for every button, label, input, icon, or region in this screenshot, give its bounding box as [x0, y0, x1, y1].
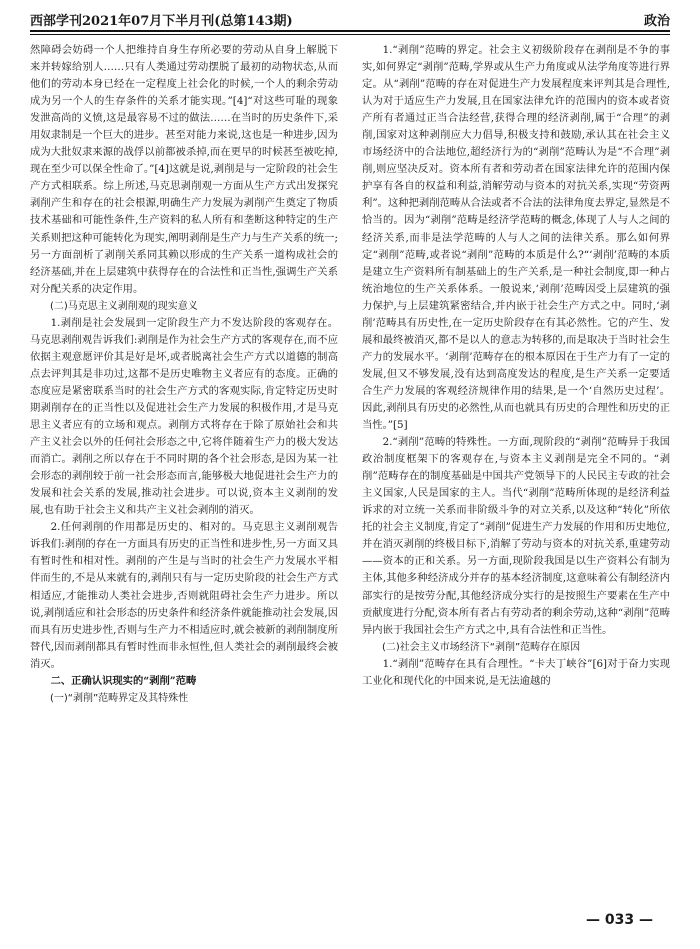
- paragraph: 2.“剥削”范畴的特殊性。一方面,现阶段的“剥削”范畴异于我国政治制度框架下的客观存在,与资本主义剥削是完全不同的。“剥削”范畴存在的制度基础是中国共产党领导下的人民民主专政的社会主义国家,人民是国家的主人。当代“剥削”范畴所体现的是经济利益诉求的对立统一关系而非阶级斗争的对立关系,以及这种“转化”所依托的社会主义制度,肯定了“剥削”促进生产力发展的作用和历史地位,并在消灭剥削的终极目标下,消解了劳动与资本的对抗关系,重建劳动——资本的正和关系。另一方面,现阶段我国是以生产资料公有制为主体,其他多种经济成分并存的基本经济制度,这意味着公有制经济内部实行的是按劳分配,其他经济成分实行的是按照生产要素在生产中贡献度进行分配,资本所有者占有劳动者的剩余劳动,这种“剥削”范畴异内嵌于我国社会生产方式之中,具有合法性和正当性。: [362, 436, 670, 636]
- subsection-heading: (一)“剥削”范畴界定及其特殊性: [50, 692, 189, 704]
- section-heading: (二)马克思主义剥削观的现实意义: [50, 300, 198, 312]
- paragraph: 2.任何剥削的作用都是历史的、相对的。马克思主义剥削观告诉我们:剥削的存在一方面具有历史的正当性和进步性,另一方面又具有暂时性和相对性。剥削的产生是与当时的社会生产力发展水平相伴而生的,不是从来就有的,剥削只有与一定历史阶段的社会生产方式相适应,才能推动人类社会进步,否则就阻碍社会生产力进步。所以说,剥削适应和社会形态的历史条件和经济条件就能推动社会发展,因而具有历史进步性,否则与生产力不相适应时,就会被新的剥削制度所替代,因而剥削都具有暂时性而非永恒性,但人类社会的剥削最终会被消灭。: [30, 521, 338, 670]
- paragraph: 1.“剥削”范畴的界定。社会主义初级阶段存在剥削是不争的事实,如何界定“剥削”范畴,学界或从生产力角度或从法学角度等进行界定。从“剥削”范畴的存在对促进生产力发展程度来评判其是合理性,认为对于适应生产力发展,且在国家法律允许的范围内的资本或者资产所有者通过正当合法经营,获得合理的经济剥削,属于“合理”的剥削,国家对这种剥削应大力倡导,积极支持和鼓励,承认其在社会主义市场经济中的合法地位,超经济行为的“剥削”范畴认为是“不合理”剥削,则应坚决反对。资本所有者和劳动者在国家法律允许的范围内保护享有各自的权益和利益,消解劳动与资本的对抗关系,实现“劳资两利”。这种把剥削范畴从合法或者不合法的法律角度去界定,显然是不恰当的。因为“剥削”范畴是经济学范畴的概念,体现了人与人之间的经济关系,而非是法学范畴的人与人之间的法律关系。那么如何界定“剥削”范畴,或者说“剥削”范畴的本质是什么?“‘剥削’范畴的本质是建立生产资料所有制基础上的生产关系,是一种社会制度,即一种占统治地位的生产关系体系。一般说来,‘剥削’范畴因受上层建筑的强力保护,与上层建筑紧密结合,并内嵌于社会生产方式之中。同时,‘剥削’范畴具有历史性,在一定历史阶段存在有其必然性。它的产生、发展和最终被消灭,都不是以人的意志为转移的,而是取决于当时社会生产力的发展水平。‘剥削’范畴存在的根本原因在于生产力有了一定的发展,但又不够发展,没有达到高度发达的程度,是生产关系一定要适合生产力发展的客观经济规律作用的结果,是一个‘自然历史过程’。因此,剥削具有历史的必然性,从而也就具有历史的合理性和历史的正当性。”[5]: [362, 44, 670, 432]
- page-header: [30, 8, 670, 32]
- part-heading: 二、正确认识现实的“剥削”范畴: [50, 674, 197, 687]
- subsection-heading: (二)社会主义市场经济下“剥削”范畴存在原因: [382, 641, 581, 653]
- journal-title: 西部学刊2021年07月下半月刊(总第143期): [30, 14, 293, 29]
- header-rule-thin: [30, 34, 670, 35]
- right-column: [362, 42, 670, 902]
- left-column: [30, 42, 338, 902]
- paragraph: 1.剥削是社会发展到一定阶段生产力不发达阶段的客观存在。马克思剥削观告诉我们:剥削是作为社会生产方式的客观存在,而不应依据主观意愿评价其是好是坏,或者脱离社会生产方式以道德的制高点去评判其是非功过,这都不是历史唯物主义者应有的态度。正确的态度应是紧密联系当时的社会生产方式的客观实际,肯定特定历史时期剥削存在的正当性以及促进社会生产力发展的积极作用,才是马克思主义者应有的立场和观点。剥削方式将存在于除了原始社会和共产主义社会以外的任何社会形态之中,它将伴随着生产力的极大发达而消亡。剥削之所以存在于不同时期的各个社会形态,是因为某一社会形态的剥削较于前一社会形态而言,能够极大地促进社会生产力的发展和社会关系的发展,推动社会进步。可以说,资本主义剥削的发展,也有助于社会主义和共产主义社会剥削的消灭。: [30, 316, 338, 517]
- paragraph: 1.“剥削”范畴存在具有合理性。“卡夫丁峡谷”[6]对于奋力实现工业化和现代化的中国来说,是无法逾越的: [362, 657, 670, 687]
- paragraph: 然障碍会妨碍一个人把维持自身生存所必要的劳动从自身上解脱下来并转嫁给别人……只有人类通过劳动摆脱了最初的动物状态,从而他们的劳动本身已经在一定程度上社会化的时候,一个人的剩余劳动成为另一个人的生存条件的关系才能实现。”[4]“对这些可耻的现象发泄高尚的义愤,这是最容易不过的做法……在当时的历史条件下,采用奴隶制是一个巨大的进步。甚至对能力来说,这也是一种进步,因为成为大批奴隶来源的战俘以前都被杀掉,而在更早的时候甚至被吃掉,现在至少可以保全性命了。”[4]这就是说,剥削是与一定阶段的社会生产方式相联系。综上所述,马克思剥削观一方面从生产方式出发探究剥削产生和存在的社会根源,明确生产力发展为剥削产生奠定了物质技术基础和可能性条件,生产资料的私人所有和垄断这种特定的生产关系则把这种可能转化为现实,阐明剥削是生产力与生产关系的统一;另一方面剖析了剥削关系同其赖以形成的生产关系一道构成社会的经济基础,并在上层建筑中获得存在的合法性和正当性,强调生产关系对分配关系的决定作用。: [30, 44, 338, 295]
- section-label: 政治: [643, 14, 670, 29]
- header-rule: [30, 30, 670, 32]
- page-number: — 033 —: [586, 912, 653, 928]
